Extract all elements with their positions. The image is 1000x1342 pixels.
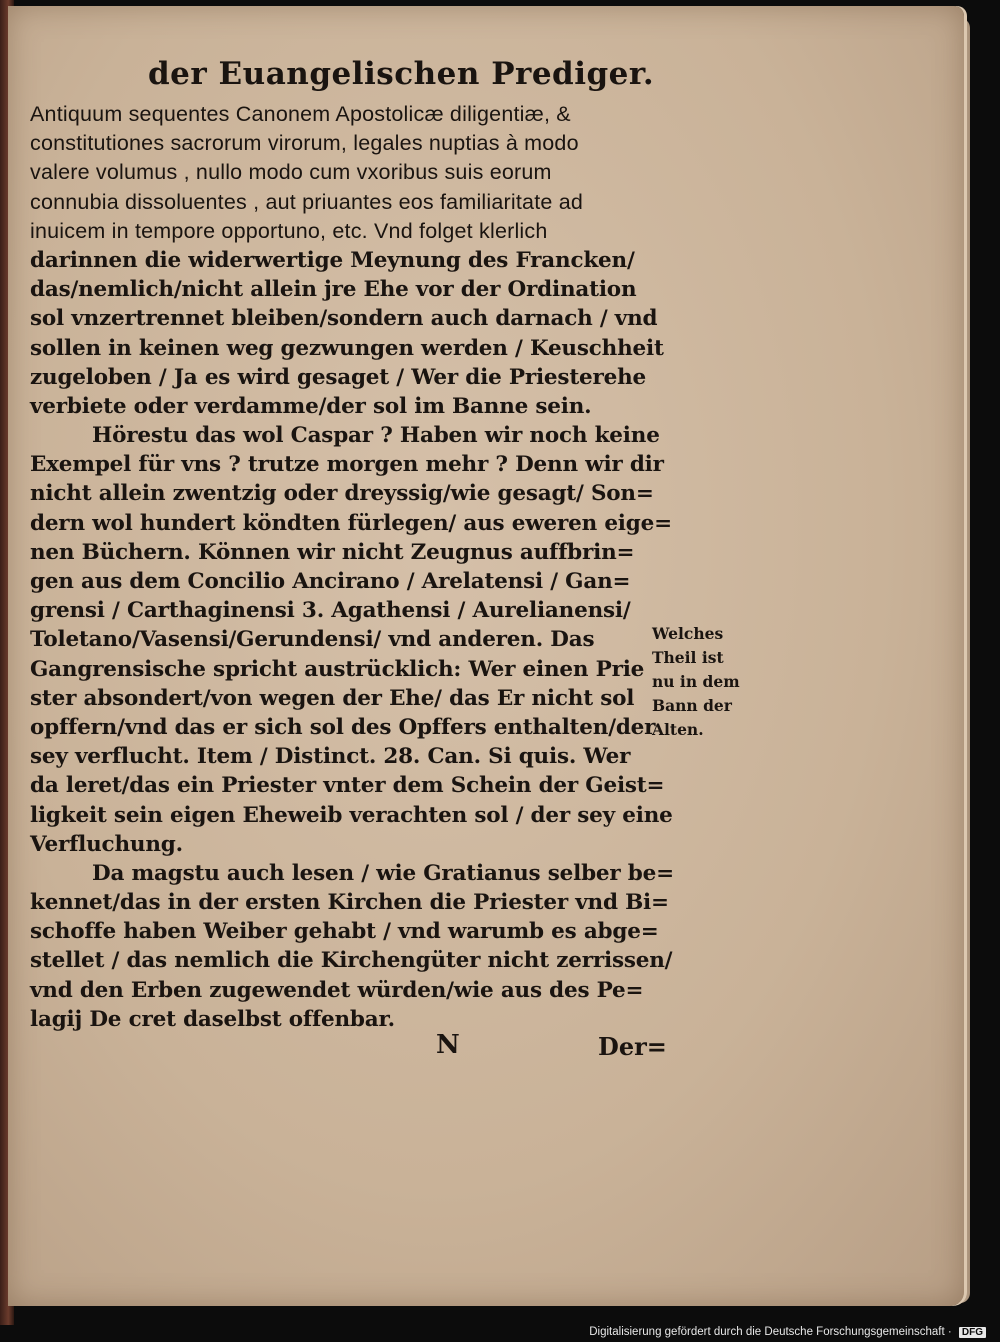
text-line: valere volumus , nullo modo cum vxoribus suis eorum <box>30 160 552 185</box>
text-line: connubia dissoluentes , aut priuantes eos familiaritate ad <box>30 189 584 214</box>
text-line: ligkeit sein eigen Eheweib verachten sol / der sey eine <box>30 802 673 828</box>
text-line: Antiquum sequentes Canonem Apostolicæ diligentiæ, & <box>30 102 571 126</box>
text-line: da leret/das ein Priester vnter dem Schein der Geist= <box>30 773 665 799</box>
paragraph <box>30 421 673 859</box>
text-line: zugeloben / Ja es wird gesaget / Wer die Priesterehe <box>30 364 647 390</box>
running-head: der Euangelischen Prediger. <box>148 56 655 92</box>
text-line: opffern/vnd das er sich sol des Opffers enthalten/der <box>30 714 656 740</box>
text-line: gen aus dem Concilio Ancirano / Arelatensi / Gan= <box>30 569 631 594</box>
marginal-note-line: Bann der <box>652 696 732 715</box>
text-line: inuicem in tempore opportuno, etc. Vnd folget klerlich <box>30 218 548 243</box>
text-line: Exempel für vns ? trutze morgen mehr ? Denn wir dir <box>30 452 664 478</box>
text-line: verbiete oder verdamme/der sol im Banne sein. <box>30 393 592 419</box>
body-text <box>30 100 674 1034</box>
marginal-note <box>652 622 762 742</box>
paragraph <box>30 100 670 421</box>
text-line: vnd den Erben zugewendet würden/wie aus des Pe= <box>30 977 644 1003</box>
text-line: Verfluchung. <box>30 831 183 857</box>
dfg-logo: DFG <box>959 1327 986 1338</box>
marginal-note-line: Alten. <box>652 720 704 739</box>
text-line: nen Büchern. Können wir nicht Zeugnus auffbrin= <box>30 539 635 565</box>
digitization-credit: Digitalisierung gefördert durch die Deutsche Forschungsgemeinschaft · DFG <box>589 1326 986 1338</box>
text-line: sey verflucht. Item / Distinct. 28. Can. Si quis. Wer <box>30 744 631 770</box>
marginal-note-line: nu in dem <box>652 672 740 691</box>
text-line: darinnen die widerwertige Meynung des Francken/ <box>30 247 635 273</box>
paragraph <box>30 859 674 1034</box>
marginal-note-line: Theil ist <box>652 648 724 667</box>
text-line: grensi / Carthaginensi 3. Agathensi / Aurelianensi/ <box>30 598 631 624</box>
credit-text: Digitalisierung gefördert durch die Deutsche Forschungsgemeinschaft <box>589 1326 945 1338</box>
text-line: nicht allein zwentzig oder dreyssig/wie gesagt/ Son= <box>30 481 654 507</box>
catchword: Der= <box>598 1032 667 1061</box>
marginal-note-line: Welches <box>652 624 724 643</box>
text-line: schoffe haben Weiber gehabt / vnd warumb es abge= <box>30 919 659 945</box>
page-foot <box>0 1030 1000 1066</box>
text-line: constitutiones sacrorum virorum, legales nuptias à modo <box>30 131 579 156</box>
text-line: dern wol hundert köndten fürlegen/ aus eweren eige= <box>30 510 672 536</box>
signature-mark: N <box>436 1030 460 1060</box>
text-line: stellet / das nemlich die Kirchengüter nicht zerrissen/ <box>30 948 673 974</box>
text-line: Da magstu auch lesen / wie Gratianus selber be= <box>92 860 674 886</box>
text-line: sol vnzertrennet bleiben/sondern auch darnach / vnd <box>30 306 658 332</box>
text-line: ster absondert/von wegen der Ehe/ das Er nicht sol <box>30 685 635 711</box>
text-line: das/nemlich/nicht allein jre Ehe vor der Ordination <box>30 277 637 303</box>
text-line: kennet/das in der ersten Kirchen die Priester vnd Bi= <box>30 890 669 916</box>
text-line: Toletano/Vasensi/Gerundensi/ vnd anderen. Das <box>30 627 595 653</box>
text-line: lagij De cret daselbst offenbar. <box>30 1006 395 1032</box>
text-line: Gangrensische spricht austrücklich: Wer einen Prie <box>30 656 645 682</box>
text-line: sollen in keinen weg gezwungen werden / Keuschheit <box>30 335 664 361</box>
text-line: Hörestu das wol Caspar ? Haben wir noch keine <box>92 423 660 449</box>
